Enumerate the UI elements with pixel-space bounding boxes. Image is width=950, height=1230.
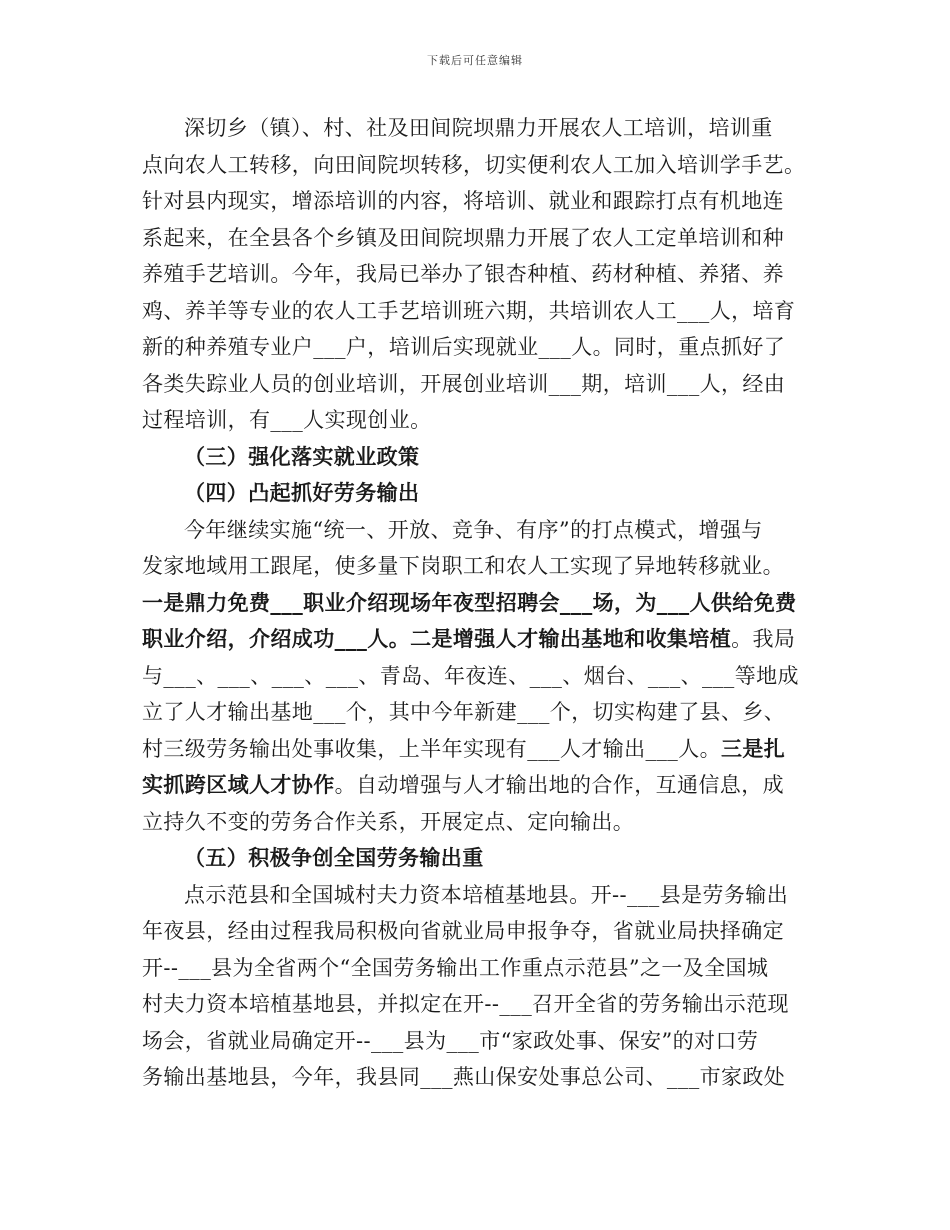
text-line: 村夫力资本培植基地县，并拟定在开--___召开全省的劳务输出示范现	[142, 992, 789, 1016]
paragraph-demonstration-county	[142, 877, 818, 1096]
text-line: 场会，省就业局确定开--___县为___市“家政处事、保安”的对口劳	[142, 1028, 759, 1053]
paragraph-labor-export	[142, 512, 818, 841]
bold-phrase: 职业介绍，介绍成功___人。二是增强人才输出基地和收集培植	[142, 626, 732, 651]
section-heading-5: （五）积极争创全国劳务输出重	[184, 845, 484, 870]
text-line: 针对县内现实，增添培训的内容，将培训、就业和跟踪打点有机地连	[142, 189, 784, 213]
text-line: 点向农人工转移，向田间院坝转移，切实便利农人工加入培训学手艺。	[142, 152, 806, 177]
text-line	[142, 731, 818, 768]
paragraph-training	[142, 110, 818, 439]
text-line: 点示范县和全国城村夫力资本培植基地县。开--___县是劳务输出	[184, 882, 789, 907]
text-line	[142, 767, 818, 804]
text-line: 养殖手艺培训。今年，我局已举办了银杏种植、药材种植、养猪、养	[142, 262, 784, 286]
bold-phrase: 三是扎	[721, 735, 786, 761]
header-note: 下载后可任意编辑	[427, 54, 523, 67]
text-line: 与___、___、___、___、青岛、年夜连、___、烟台、___、___等地成	[142, 663, 799, 688]
text-line: 过程培训，有___人实现创业。	[142, 408, 432, 432]
text-line: 鸡、养羊等专业的农人工手艺培训班六期，共培训农人工___人，培育	[142, 298, 796, 323]
section-heading-4: （四）凸起抓好劳务输出	[184, 480, 420, 505]
section-heading-3: （三）强化落实就业政策	[184, 443, 420, 469]
text-line: 新的种养殖专业户___户，培训后实现就业___人。同时，重点抓好了	[142, 335, 786, 359]
text-line: 今年继续实施“统一、开放、竞争、有序”的打点模式，增强与	[184, 517, 763, 542]
text-line: 立持久不变的劳务合作关系，开展定点、定向输出。	[142, 809, 635, 834]
text-line: 开--___县为全省两个“全国劳务输出工作重点示范县”之一及全国城	[142, 955, 769, 980]
text-line: 立了人才输出基地___个，其中今年新建___个，切实构建了县、乡、	[142, 700, 786, 724]
text-line: 系起来，在全县各个乡镇及田间院坝鼎力开展了农人工定单培训和种	[142, 225, 784, 250]
text-span: 。自动增强与人才输出地的合作，互通信息，成	[334, 773, 785, 797]
bold-phrase: 实抓跨区域人才协作	[142, 772, 335, 797]
text-line: 深切乡（镇）、村、社及田间院坝鼎力开展农人工培训，培训重	[184, 116, 773, 140]
text-line-bold: 一是鼎力免费___职业介绍现场年夜型招聘会___场，为___人供给免费	[142, 589, 797, 615]
text-span: 村三级劳务输出处事收集，上半年实现有___人才输出___人。	[142, 736, 721, 761]
text-line: 发家地域用工跟尾，使多量下岗职工和农人工实现了异地转移就业。	[142, 554, 784, 578]
text-line	[142, 621, 818, 658]
text-line: 年夜县，经由过程我局积极向省就业局申报争夺，省就业局抉择确定	[142, 919, 784, 943]
document-body	[142, 110, 818, 1096]
text-line: 务输出基地县，今年，我县同___燕山保安处事总公司、___市家政处	[142, 1065, 786, 1089]
text-span: 。我局	[731, 627, 796, 651]
text-line: 各类失踪业人员的创业培训，开展创业培训___期，培训___人，经由	[142, 371, 786, 396]
